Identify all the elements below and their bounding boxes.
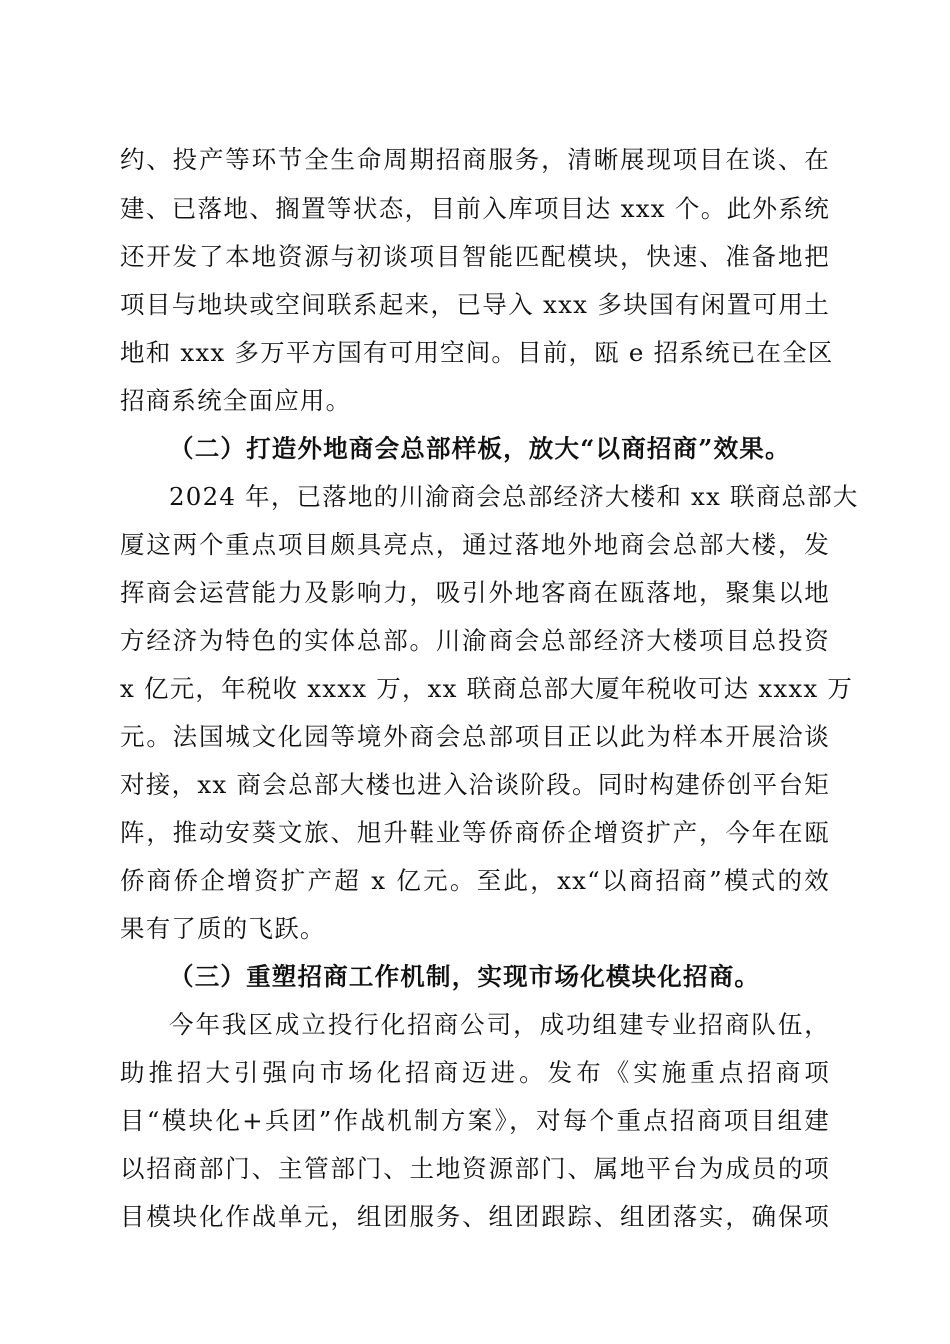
paragraph-line: 果有了质的飞跃。: [120, 914, 326, 943]
paragraph-line: 今年我区成立投行化招商公司，成功组建专业招商队伍，: [169, 1010, 830, 1039]
paragraph-line: 招商系统全面应用。: [120, 386, 352, 415]
paragraph-line: 以招商部门、主管部门、土地资源部门、属地平台为成员的项: [120, 1154, 830, 1183]
paragraph-line: 约、投产等环节全生命周期招商服务，清晰展现项目在谈、在: [120, 145, 830, 174]
paragraph-line: 2024 年，已落地的川渝商会总部经济大楼和 xx 联商总部大: [169, 482, 859, 511]
paragraph-line: x 亿元，年税收 xxxx 万，xx 联商总部大厦年税收可达 xxxx 万: [120, 674, 854, 703]
paragraph-line: 方经济为特色的实体总部。川渝商会总部经济大楼项目总投资: [120, 626, 830, 655]
paragraph-line: 元。法国城文化园等境外商会总部项目正以此为样本开展洽谈: [120, 722, 830, 751]
paragraph-line: 项目与地块或空间联系起来，已导入 xxx 多块国有闲置可用土: [120, 290, 830, 319]
paragraph-line: 目“模块化+兵团”作战机制方案》，对每个重点招商项目组建: [120, 1106, 830, 1135]
paragraph-line: 建、已落地、搁置等状态，目前入库项目达 xxx 个。此外系统: [120, 194, 830, 223]
paragraph-line: 挥商会运营能力及影响力，吸引外地客商在瓯落地，聚集以地: [120, 578, 830, 607]
paragraph-line: 目模块化作战单元，组团服务、组团跟踪、组团落实，确保项: [120, 1202, 830, 1231]
paragraph-line: 还开发了本地资源与初谈项目智能匹配模块，快速、准备地把: [120, 242, 830, 271]
paragraph-line: 对接，xx 商会总部大楼也进入洽谈阶段。同时构建侨创平台矩: [120, 770, 830, 799]
paragraph-line: 阵，推动安葵文旅、旭升鞋业等侨商侨企增资扩产，今年在瓯: [120, 818, 830, 847]
section-heading: （二）打造外地商会总部样板，放大“以商招商”效果。: [169, 434, 791, 463]
paragraph-line: 厦这两个重点项目颇具亮点，通过落地外地商会总部大楼，发: [120, 530, 830, 559]
section-heading: （三）重塑招商工作机制，实现市场化模块化招商。: [169, 962, 761, 991]
paragraph-line: 侨商侨企增资扩产超 x 亿元。至此，xx“以商招商”模式的效: [120, 866, 830, 895]
paragraph-line: 地和 xxx 多万平方国有可用空间。目前，瓯 e 招系统已在全区: [120, 338, 834, 367]
paragraph-line: 助推招大引强向市场化招商迈进。发布《实施重点招商项: [120, 1058, 830, 1087]
